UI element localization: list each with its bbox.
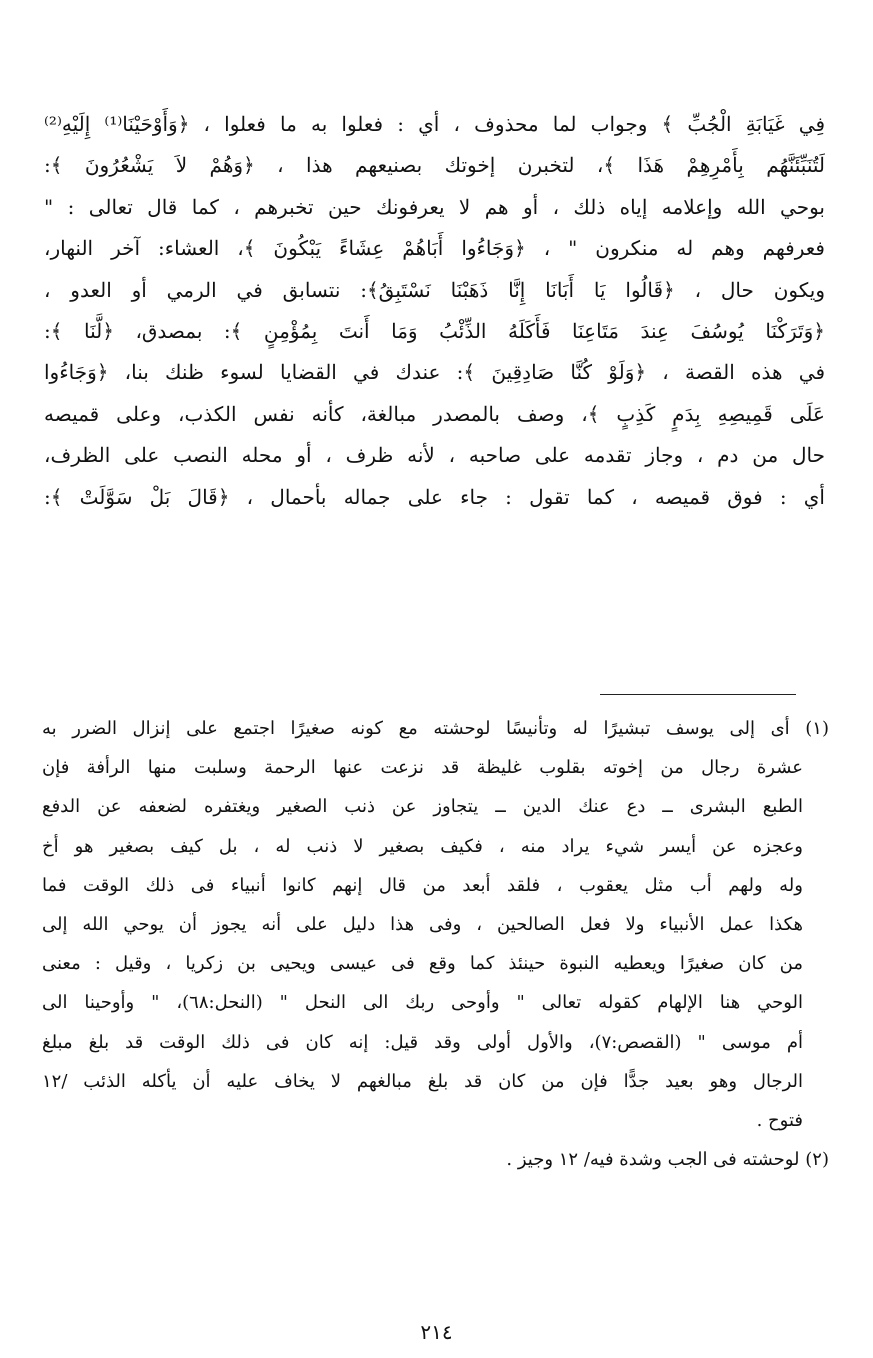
footnote-separator (600, 694, 796, 695)
main-text-line: في هذه القصة ، ﴿وَلَوْ كُنَّا صَادِقِينَ ﴾: عندك في القضايا لسوء ظنك بنا، ﴿وَجَاءُوا (44, 360, 825, 385)
main-text-line: فِي غَيَابَةِ الْجُبِّ ﴾ وجواب لما محذوف ، أي : فعلوا به ما فعلوا ، ﴿وَأَوْحَيْنَا⁽¹⁾ إِلَيْهِ⁽²⁾ (44, 112, 825, 136)
footnote-1-line: من كان صغيرًا ويعطيه النبوة حينئذ كما وقع فى عيسى ويحيى بن زكريا ، وقيل : معنى (42, 953, 803, 975)
footnote-1-line: وعجزه عن أيسر شيء يراد منه ، فكيف بصغير لا ذنب له ، بل كيف بصغير هو أخ (42, 835, 803, 857)
main-text-line: عَلَى قَمِيصِهِ بِدَمٍ كَذِبٍ ﴾، وصف بالمصدر مبالغة، كأنه نفس الكذب، وعلى قميصه (44, 401, 825, 426)
main-text-line: لَتُنَبِّئَنَّهُم بِأَمْرِهِمْ هَذَا ﴾، لتخبرن إخوتك بصنيعهم هذا ، ﴿وَهُمْ لاَ يَشْعُرُونَ ﴾: (44, 153, 825, 178)
footnote-1-line: الوحي هنا الإلهام كقوله تعالى " وأوحى ربك الى النحل " (النحل:٦٨)، " وأوحينا الى (42, 992, 803, 1014)
footnotes-block (42, 709, 829, 1179)
footnote-1-line: الطبع البشرى ــ دع عنك الدين ــ يتجاوز عن ذنب الصغير ويغتفره لضعفه عن الدفع (42, 796, 803, 818)
footnote-1-line: وله ولهم أب مثل يعقوب ، فلقد أبعد من قال إنهم كانوا أنبياء فى ذلك الوقت فما (42, 874, 803, 896)
main-text-line: حال من دم ، وجاز تقدمه على صاحبه ، لأنه ظرف ، أو محله النصب على الظرف، (44, 443, 825, 468)
footnote-1-line: (١) أى إلى يوسف تبشيرًا له وتأنيسًا لوحشته مع كونه صغيرًا اجتمع على إنزال الضرر به (42, 718, 829, 739)
footnote-1-line: هكذا عمل الأنبياء ولا فعل الصالحين ، وفى هذا دليل على أنه يجوز أن يوحي الله إلى (42, 913, 803, 935)
main-text-block (44, 104, 825, 518)
footnote-1-line: عشرة رجال من إخوته بقلوب غليظة قد نزعت عنها الرحمة وسلبت منها الرأفة فإن (42, 757, 803, 779)
main-text-line: ويكون حال ، ﴿قَالُوا يَا أَبَانَا إِنَّا ذَهَبْنَا نَسْتَبِقُ﴾: نتسابق في الرمي أو العدو ، (44, 277, 825, 302)
main-text-line: بوحي الله وإعلامه إياه ذلك ، أو هم لا يعرفونك حين تخبرهم ، كما قال تعالى : " (44, 194, 825, 219)
main-text-line: ﴿وَتَرَكْنَا يُوسُفَ عِندَ مَتَاعِنَا فَأَكَلَهُ الذِّئْبُ وَمَا أَنتَ بِمُؤْمِنٍ ﴾: بمصدق، ﴿لَّنَا ﴾: (44, 318, 825, 343)
footnote-1-line: فتوح . (756, 1109, 803, 1131)
main-text-line: أي : فوق قميصه ، كما تقول : جاء على جماله بأحمال ، ﴿قَالَ بَلْ سَوَّلَتْ ﴾: (44, 484, 825, 509)
footnote-2: (٢) لوحشته فى الجب وشدة فيه/ ١٢ وجيز . (506, 1149, 829, 1171)
main-text-line: فعرفهم وهم له منكرون " ، ﴿وَجَاءُوا أَبَاهُمْ عِشَاءً يَبْكُونَ ﴾، العشاء: آخر النهار، (44, 236, 825, 261)
footnote-1-line: الرجال وهو بعيد جدًّا فإن من كان قد بلغ مبالغهم لا يخاف عليه أن يأكله الذئب /١٢ (42, 1070, 803, 1092)
page-number: ٢١٤ (420, 1320, 453, 1344)
footnote-1-line: أم موسى " (القصص:٧)، والأول أولى وقد قيل: إنه كان فى ذلك الوقت قد بلغ مبلغ (42, 1031, 803, 1053)
